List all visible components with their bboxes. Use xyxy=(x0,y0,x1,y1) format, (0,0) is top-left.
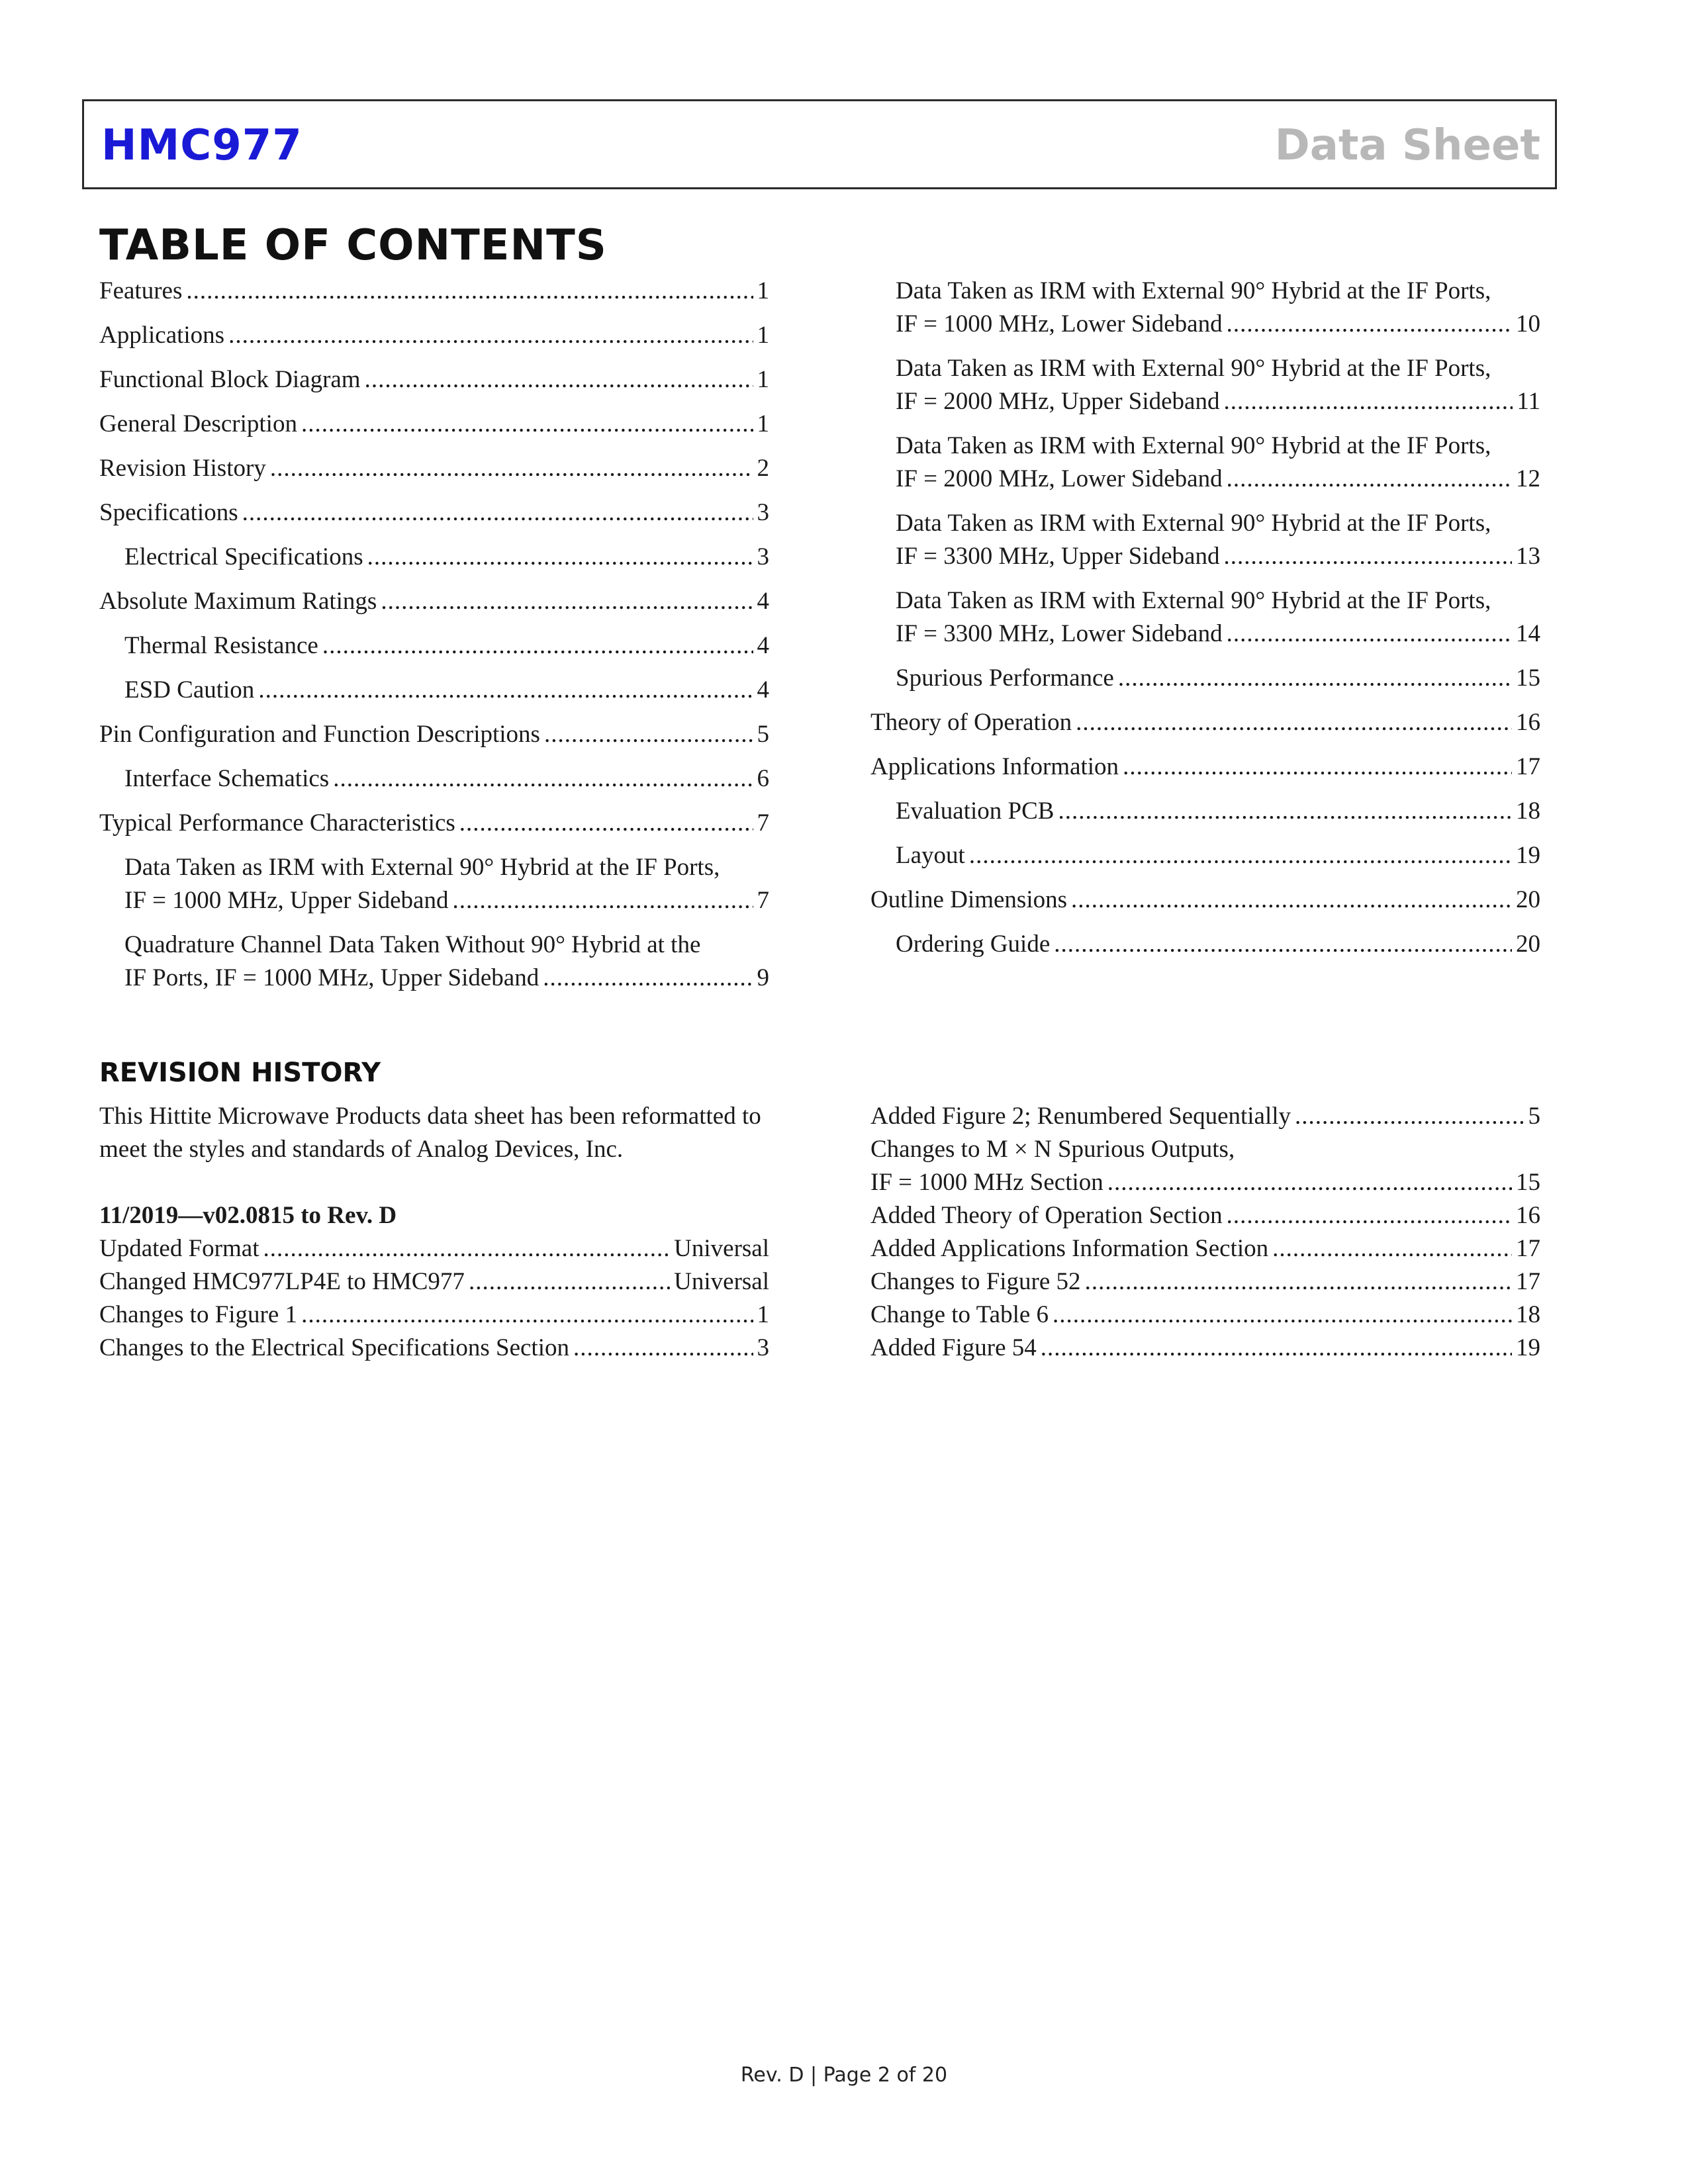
toc-entry[interactable] xyxy=(99,408,769,441)
entry-text: Updated Format xyxy=(99,1235,259,1262)
dot-leader xyxy=(270,452,753,485)
page-number: Universal xyxy=(674,1235,769,1262)
page-footer: Rev. D | Page 2 of 20 xyxy=(740,2064,948,2087)
page-number: 17 xyxy=(1516,1268,1540,1295)
entry-text: Typical Performance Characteristics xyxy=(99,809,455,837)
toc-entry[interactable] xyxy=(870,928,1540,961)
dot-leader xyxy=(1223,540,1512,573)
page-number: 1 xyxy=(757,277,769,304)
dot-leader xyxy=(1085,1265,1512,1298)
revision-entry xyxy=(99,1298,769,1332)
dot-leader xyxy=(1071,884,1512,917)
page-number: 6 xyxy=(757,765,769,792)
entry-text: Ordering Guide xyxy=(896,931,1051,958)
revision-right-list xyxy=(870,1100,1540,1365)
dot-leader xyxy=(1058,795,1512,828)
toc-entry[interactable] xyxy=(99,585,769,618)
toc-entry[interactable] xyxy=(99,674,769,707)
toc-right-column xyxy=(870,275,1540,972)
entry-text: Data Taken as IRM with External 90° Hybrid at the IF Ports, xyxy=(896,432,1491,459)
dot-leader xyxy=(1227,617,1512,651)
entry-text: IF = 3300 MHz, Lower Sideband xyxy=(896,620,1223,647)
page-number: 17 xyxy=(1516,1235,1540,1262)
revision-entry xyxy=(870,1100,1540,1133)
toc-entry[interactable] xyxy=(870,706,1540,739)
page-number: 15 xyxy=(1516,1169,1540,1196)
entry-text: Added Figure 2; Renumbered Sequentially xyxy=(870,1103,1291,1130)
dot-leader xyxy=(301,408,753,441)
toc-entry[interactable] xyxy=(870,884,1540,917)
dot-leader xyxy=(186,275,753,308)
entry-text: General Description xyxy=(99,410,297,437)
entry-text: IF = 2000 MHz, Upper Sideband xyxy=(896,388,1220,415)
entry-text: IF Ports, IF = 1000 MHz, Upper Sideband xyxy=(124,964,539,991)
dot-leader xyxy=(333,762,753,796)
entry-text: Outline Dimensions xyxy=(870,886,1068,913)
entry-text: Changes to the Electrical Specifications Section xyxy=(99,1334,569,1361)
dot-leader xyxy=(263,1232,670,1265)
entry-text: Data Taken as IRM with External 90° Hybrid at the IF Ports, xyxy=(896,277,1491,304)
revision-entry xyxy=(870,1298,1540,1332)
revision-entry xyxy=(870,1232,1540,1265)
entry-text: Functional Block Diagram xyxy=(99,366,361,393)
revision-history-heading: REVISION HISTORY xyxy=(99,1058,381,1088)
entry-text: Spurious Performance xyxy=(896,664,1114,692)
page-number: 12 xyxy=(1516,465,1540,492)
revision-history-left xyxy=(99,1100,769,1365)
dot-leader xyxy=(543,962,753,995)
page-number: 14 xyxy=(1516,620,1540,647)
entry-text: Features xyxy=(99,277,183,304)
toc-left-column xyxy=(99,275,769,1006)
revision-entry xyxy=(870,1199,1540,1232)
page-number: 5 xyxy=(1528,1103,1540,1130)
revision-left-list xyxy=(99,1232,769,1365)
toc-entry[interactable] xyxy=(870,662,1540,695)
dot-leader xyxy=(1223,385,1513,418)
entry-text: Data Taken as IRM with External 90° Hybrid at the IF Ports, xyxy=(896,355,1491,382)
toc-entry[interactable] xyxy=(870,795,1540,828)
entry-text: Absolute Maximum Ratings xyxy=(99,588,377,615)
dot-leader xyxy=(381,585,753,618)
toc-entry[interactable] xyxy=(99,629,769,662)
page-number: 16 xyxy=(1516,709,1540,736)
toc-entry[interactable] xyxy=(870,584,1540,651)
entry-text: Thermal Resistance xyxy=(124,632,318,659)
page-number: 17 xyxy=(1516,753,1540,780)
page-number: 3 xyxy=(757,499,769,526)
dot-leader xyxy=(1123,751,1512,784)
entry-text: IF = 1000 MHz, Upper Sideband xyxy=(124,887,449,914)
dot-leader xyxy=(469,1265,670,1298)
entry-text: Data Taken as IRM with External 90° Hybrid at the IF Ports, xyxy=(896,587,1491,614)
entry-text: Added Theory of Operation Section xyxy=(870,1202,1223,1229)
dot-leader xyxy=(452,884,753,917)
entry-text: Changes to Figure 1 xyxy=(99,1301,298,1328)
toc-entry[interactable] xyxy=(99,851,769,917)
page-number: 16 xyxy=(1516,1202,1540,1229)
dot-leader xyxy=(322,629,753,662)
toc-entry[interactable] xyxy=(870,352,1540,418)
page-number: 18 xyxy=(1516,797,1540,825)
dot-leader xyxy=(1227,308,1512,341)
entry-text: IF = 1000 MHz Section xyxy=(870,1169,1103,1196)
page-number: 3 xyxy=(757,1334,769,1361)
revision-entry xyxy=(99,1265,769,1298)
page-number: 5 xyxy=(757,721,769,748)
entry-text: Interface Schematics xyxy=(124,765,330,792)
entry-text: IF = 2000 MHz, Lower Sideband xyxy=(896,465,1223,492)
revision-entry xyxy=(99,1232,769,1265)
toc-entry[interactable] xyxy=(99,275,769,308)
toc-entry[interactable] xyxy=(870,839,1540,872)
revision-entry xyxy=(99,1332,769,1365)
dot-leader xyxy=(1076,706,1512,739)
toc-entry[interactable] xyxy=(99,363,769,396)
entry-text: Specifications xyxy=(99,499,238,526)
entry-text: Added Figure 54 xyxy=(870,1334,1037,1361)
entry-text: Changed HMC977LP4E to HMC977 xyxy=(99,1268,465,1295)
dot-leader xyxy=(1227,1199,1512,1232)
revision-intro: This Hittite Microwave Products data sheet has been reformatted to meet the styles and standards of Analog Devices, Inc. xyxy=(99,1103,761,1163)
entry-text: Changes to M × N Spurious Outputs, xyxy=(870,1136,1235,1163)
entry-text: Quadrature Channel Data Taken Without 90° Hybrid at the xyxy=(124,931,701,958)
dot-leader xyxy=(459,807,753,840)
entry-text: Applications Information xyxy=(870,753,1119,780)
page-number: 15 xyxy=(1516,664,1540,692)
page-number: 4 xyxy=(757,676,769,704)
page-number: 9 xyxy=(757,964,769,991)
dot-leader xyxy=(573,1332,753,1365)
dot-leader xyxy=(258,674,753,707)
page-number: 7 xyxy=(757,809,769,837)
page-number: 4 xyxy=(757,632,769,659)
dot-leader xyxy=(1295,1100,1524,1133)
entry-text: Layout xyxy=(896,842,965,869)
toc-title: TABLE OF CONTENTS xyxy=(99,221,607,270)
page-number: 7 xyxy=(757,887,769,914)
toc-entry[interactable] xyxy=(870,430,1540,496)
toc-entry[interactable] xyxy=(99,452,769,485)
page-number: 2 xyxy=(757,455,769,482)
dot-leader xyxy=(1107,1166,1512,1199)
toc-entry[interactable] xyxy=(870,751,1540,784)
entry-text: Applications xyxy=(99,322,225,349)
toc-entry[interactable] xyxy=(870,507,1540,573)
page-number: 19 xyxy=(1516,1334,1540,1361)
entry-text: Added Applications Information Section xyxy=(870,1235,1269,1262)
toc-entry[interactable] xyxy=(99,929,769,995)
page-number: 19 xyxy=(1516,842,1540,869)
page-number: 18 xyxy=(1516,1301,1540,1328)
page-number: 1 xyxy=(757,1301,769,1328)
page-number: 13 xyxy=(1516,543,1540,570)
dot-leader xyxy=(1041,1332,1512,1365)
entry-text: Theory of Operation xyxy=(870,709,1072,736)
dot-leader xyxy=(1227,463,1512,496)
dot-leader xyxy=(367,541,753,574)
entry-text: IF = 3300 MHz, Upper Sideband xyxy=(896,543,1220,570)
page-header xyxy=(82,99,1557,189)
dot-leader xyxy=(1272,1232,1512,1265)
page-number: 3 xyxy=(757,543,769,570)
entry-text: Electrical Specifications xyxy=(124,543,363,570)
entry-text: Changes to Figure 52 xyxy=(870,1268,1081,1295)
toc-entry[interactable] xyxy=(99,807,769,840)
dot-leader xyxy=(242,496,753,529)
entry-text: Evaluation PCB xyxy=(896,797,1055,825)
dot-leader xyxy=(1118,662,1512,695)
toc-entry[interactable] xyxy=(870,275,1540,341)
revision-entry xyxy=(870,1133,1540,1199)
dot-leader xyxy=(544,718,753,751)
toc-entry[interactable] xyxy=(99,319,769,352)
revision-history-right xyxy=(870,1100,1540,1365)
toc-entry[interactable] xyxy=(99,718,769,751)
entry-text: Pin Configuration and Function Descriptions xyxy=(99,721,540,748)
dot-leader xyxy=(228,319,753,352)
page-number: 20 xyxy=(1516,886,1540,913)
page-number: 1 xyxy=(757,366,769,393)
toc-entry[interactable] xyxy=(99,762,769,796)
dot-leader xyxy=(969,839,1512,872)
page-number: 1 xyxy=(757,410,769,437)
dot-leader xyxy=(1054,928,1512,961)
entry-text: Revision History xyxy=(99,455,266,482)
entry-text: ESD Caution xyxy=(124,676,255,704)
page-number: 10 xyxy=(1516,310,1540,338)
part-number: HMC977 xyxy=(101,121,303,170)
toc-entry[interactable] xyxy=(99,541,769,574)
page-number: 1 xyxy=(757,322,769,349)
entry-text: Data Taken as IRM with External 90° Hybrid at the IF Ports, xyxy=(124,854,720,881)
dot-leader xyxy=(301,1298,753,1332)
revision-entry xyxy=(870,1265,1540,1298)
doc-type-label: Data Sheet xyxy=(1274,121,1540,170)
entry-text: Data Taken as IRM with External 90° Hybrid at the IF Ports, xyxy=(896,510,1491,537)
entry-text: IF = 1000 MHz, Lower Sideband xyxy=(896,310,1223,338)
dot-leader xyxy=(1053,1298,1512,1332)
toc-entry[interactable] xyxy=(99,496,769,529)
dot-leader xyxy=(365,363,753,396)
page-number: Universal xyxy=(674,1268,769,1295)
revision-date-line: 11/2019—v02.0815 to Rev. D xyxy=(99,1202,397,1229)
page-number: 20 xyxy=(1516,931,1540,958)
revision-entry xyxy=(870,1332,1540,1365)
page-number: 11 xyxy=(1517,388,1540,415)
page-number: 4 xyxy=(757,588,769,615)
entry-text: Change to Table 6 xyxy=(870,1301,1049,1328)
